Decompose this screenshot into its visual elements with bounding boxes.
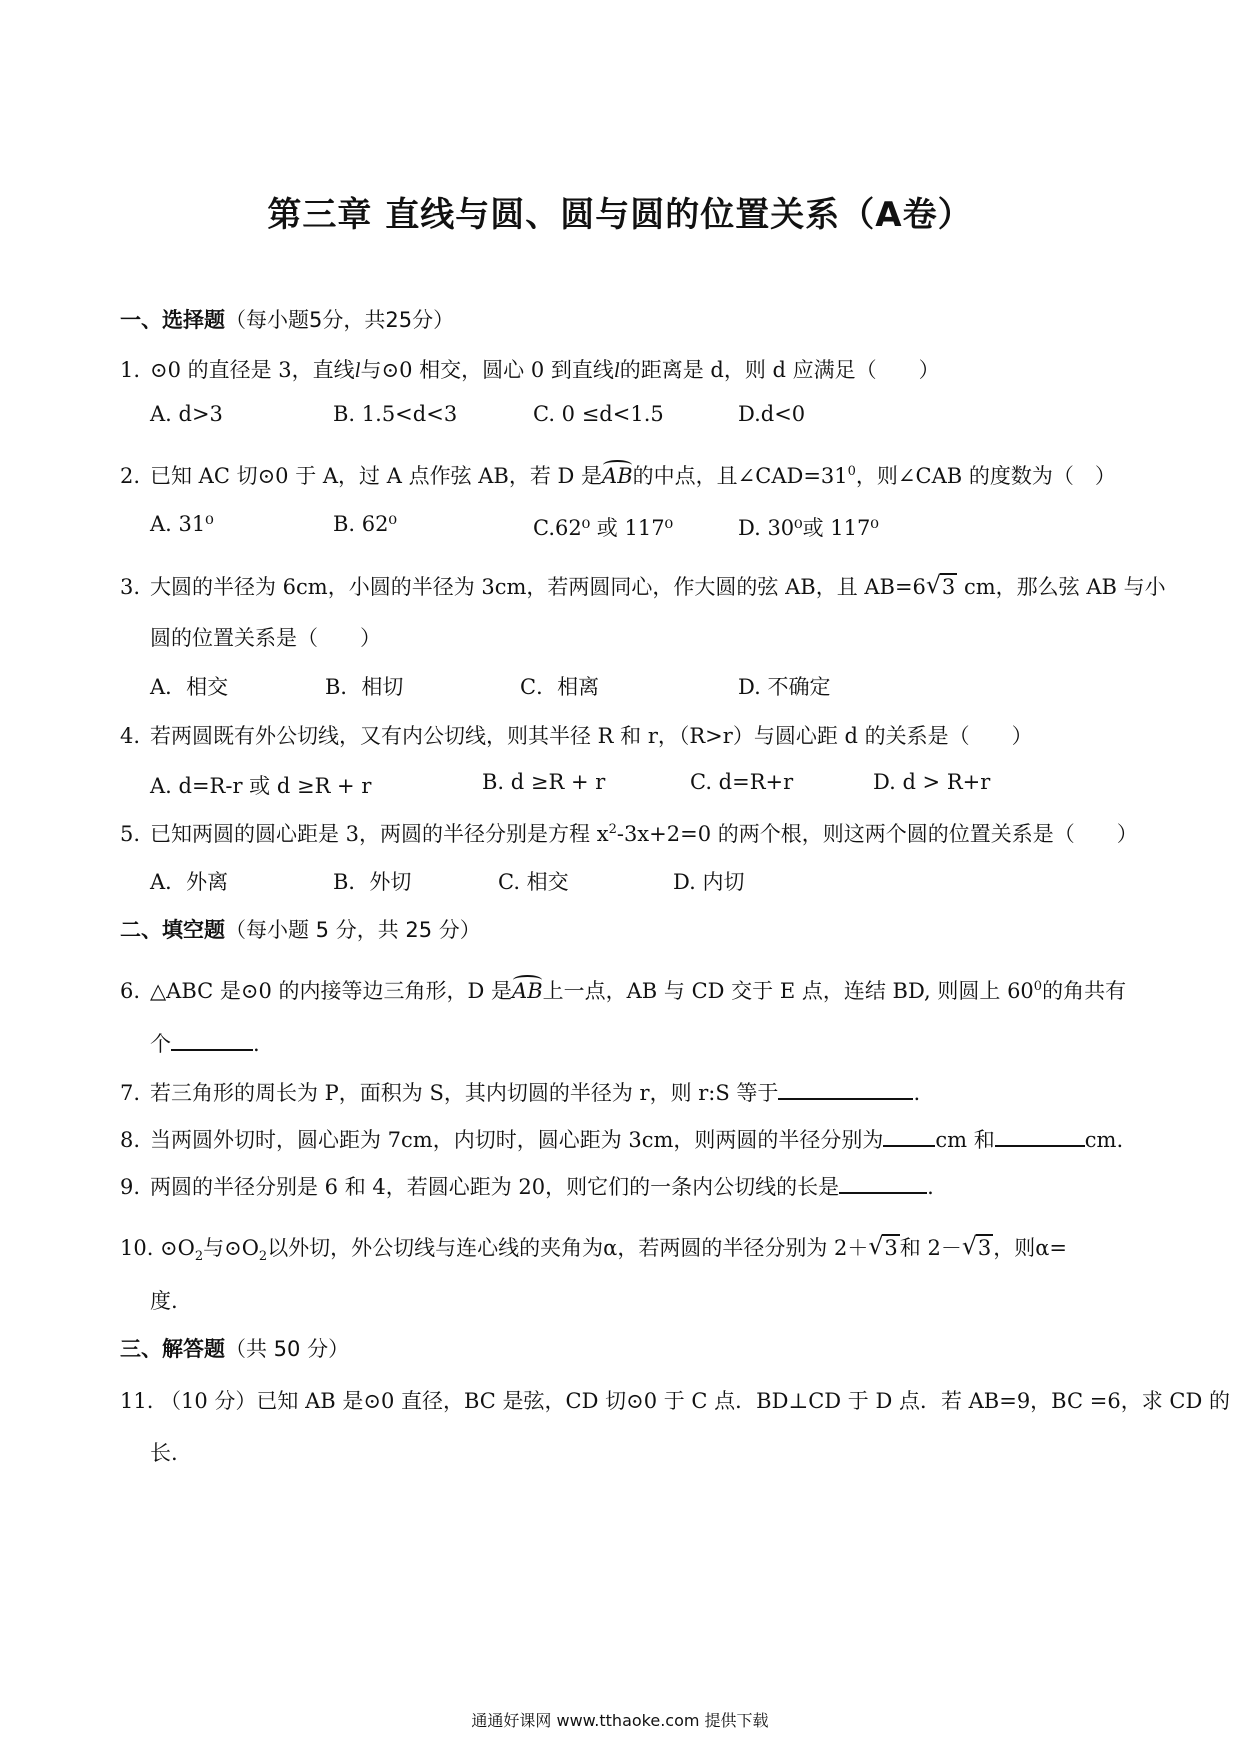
question-1 xyxy=(120,354,940,384)
exponent: 2 xyxy=(608,822,617,837)
section-note: （每小题 5 分，共 25 分） xyxy=(225,918,481,942)
question-text: 个 xyxy=(150,1032,171,1056)
question-10 xyxy=(120,1232,1067,1264)
question-6 xyxy=(120,975,1126,1005)
question-text: 和 2－ xyxy=(899,1236,962,1260)
question-11 xyxy=(120,1385,1230,1415)
question-text: 上一点，AB 与 CD 交于 E 点，连结 BD, 则圆上 60 xyxy=(542,979,1034,1003)
degree-mark: 0 xyxy=(847,464,856,479)
page-title: 第三章 直线与圆、圆与圆的位置关系（A卷） xyxy=(267,195,973,235)
option-d: D. d > R+r xyxy=(873,770,991,794)
question-2 xyxy=(120,460,1116,490)
question-text: 已知两圆的圆心距是 3，两圆的半径分别是方程 x xyxy=(150,822,609,846)
question-number: 1. xyxy=(120,358,141,382)
question-text: 若两圆既有外公切线，又有内公切线，则其半径 R 和 r，（R>r）与圆心距 d 的关系是（ ） xyxy=(150,724,1033,748)
option-c: C．相离 xyxy=(520,675,600,699)
question-continuation: 度. xyxy=(150,1289,178,1313)
arc-ab: AB xyxy=(512,979,543,1003)
question-text: 两圆的半径分别是 6 和 4，若圆心距为 20，则它们的一条内公切线的长是 xyxy=(150,1175,840,1199)
question-number: 2. xyxy=(120,464,141,488)
question-8 xyxy=(120,1124,1123,1154)
question-3 xyxy=(120,571,1166,601)
option-c: C. d=R+r xyxy=(690,770,794,794)
radicand: 3 xyxy=(977,1236,992,1260)
question-number: 3. xyxy=(120,575,141,599)
question-text: 的中点，且∠CAD=31 xyxy=(632,464,848,488)
period: . xyxy=(927,1175,934,1199)
option-b: B. 62⁰ xyxy=(333,512,397,536)
question-text: 若三角形的周长为 P，面积为 S，其内切圆的半径为 r，则 r:S 等于 xyxy=(150,1081,779,1105)
page-footer: 通通好课网 www.tthaoke.com 提供下载 xyxy=(471,1711,769,1730)
section-label: 一、选择题 xyxy=(120,308,225,332)
option-b: B．相切 xyxy=(325,675,404,699)
question-text: ⊙O xyxy=(160,1236,195,1260)
question-number: 8. xyxy=(120,1128,141,1152)
sqrt-symbol xyxy=(868,1236,899,1260)
question-text: ，则∠CAB 的度数为（ ） xyxy=(855,464,1116,488)
question-number: 9. xyxy=(120,1175,141,1199)
option-a: A. 31⁰ xyxy=(150,512,214,536)
question-text: （10 分）已知 AB 是⊙0 直径，BC 是弦，CD 切⊙0 于 C 点．BD⊥CD 于 D 点．若 AB=9，BC =6，求 CD 的 xyxy=(160,1389,1230,1413)
arc-ab: AB xyxy=(602,464,633,488)
period: . xyxy=(913,1081,921,1105)
answer-blank[interactable] xyxy=(839,1172,927,1194)
answer-blank[interactable] xyxy=(995,1125,1085,1147)
question-text: cm. xyxy=(1084,1128,1124,1152)
option-b: B．外切 xyxy=(333,870,412,894)
section-heading-answer xyxy=(120,1333,349,1363)
question-text: 已知 AC 切⊙0 于 A，过 A 点作弦 AB，若 D 是 xyxy=(150,464,603,488)
option-a: A．相交 xyxy=(150,675,229,699)
question-continuation xyxy=(150,1028,260,1058)
option-a: A．外离 xyxy=(150,870,229,894)
answer-blank[interactable] xyxy=(778,1078,913,1100)
question-number: 6. xyxy=(120,979,141,1003)
question-text: 以外切，外公切线与连心线的夹角为α，若两圆的半径分别为 2＋ xyxy=(267,1236,869,1260)
option-b: B. 1.5<d<3 xyxy=(333,402,458,426)
answer-blank[interactable] xyxy=(171,1029,253,1051)
variable-l: l xyxy=(613,358,620,382)
section-heading-choice xyxy=(120,304,454,334)
radicand: 3 xyxy=(941,575,956,599)
option-c: C.62⁰ 或 117⁰ xyxy=(533,516,673,540)
question-7 xyxy=(120,1077,920,1107)
period: . xyxy=(253,1032,260,1056)
question-text: ，则α= xyxy=(993,1236,1067,1260)
question-9 xyxy=(120,1171,934,1201)
section-note: （共 50 分） xyxy=(225,1337,350,1361)
question-5 xyxy=(120,818,1138,848)
question-text: △ABC 是⊙0 的内接等边三角形，D 是 xyxy=(150,979,513,1003)
option-c: C. 0 ≤d<1.5 xyxy=(533,402,664,426)
section-heading-fill xyxy=(120,914,481,944)
question-text: cm，那么弦 AB 与小 xyxy=(957,575,1166,599)
section-label: 三、解答题 xyxy=(120,1337,225,1361)
subscript: 2 xyxy=(258,1249,268,1265)
question-text: 的距离是 d，则 d 应满足（ ） xyxy=(619,358,940,382)
question-4 xyxy=(120,720,1033,750)
option-a: A. d=R-r 或 d ≥R + r xyxy=(150,774,372,798)
radicand: 3 xyxy=(884,1236,898,1260)
option-d: D. 30⁰或 117⁰ xyxy=(738,516,879,540)
option-c: C. 相交 xyxy=(498,870,569,894)
question-text: cm 和 xyxy=(935,1128,995,1152)
variable-l: l xyxy=(354,358,361,382)
question-continuation: 圆的位置关系是（ ） xyxy=(150,626,381,650)
option-d: D. 不确定 xyxy=(738,675,831,699)
option-b: B. d ≥R + r xyxy=(482,770,606,794)
question-number: 11. xyxy=(120,1389,154,1413)
question-text: ⊙0 的直径是 3，直线 xyxy=(150,358,355,382)
question-text: 的角共有 xyxy=(1042,979,1127,1003)
question-continuation: 长. xyxy=(150,1441,178,1465)
section-label: 二、填空题 xyxy=(120,918,225,942)
question-text: -3x+2=0 的两个根，则这两个圆的位置关系是（ ） xyxy=(616,822,1138,846)
sqrt-symbol xyxy=(962,1236,993,1260)
question-text: 与⊙O xyxy=(203,1236,259,1260)
section-note: （每小题5分，共25分） xyxy=(225,308,455,332)
question-text: 与⊙0 相交，圆心 0 到直线 xyxy=(360,358,614,382)
question-number: 5. xyxy=(120,822,141,846)
question-number: 10. xyxy=(120,1236,154,1260)
answer-blank[interactable] xyxy=(883,1125,935,1147)
question-number: 7. xyxy=(120,1081,141,1105)
option-a: A. d>3 xyxy=(150,402,223,426)
option-d: D. 内切 xyxy=(673,870,745,894)
option-d: D.d<0 xyxy=(738,402,806,426)
question-text: 当两圆外切时，圆心距为 7cm，内切时，圆心距为 3cm，则两圆的半径分别为 xyxy=(150,1128,884,1152)
question-text: 大圆的半径为 6cm，小圆的半径为 3cm，若两圆同心，作大圆的弦 AB，且 AB=6 xyxy=(150,575,926,599)
question-number: 4. xyxy=(120,724,141,748)
degree-mark: 0 xyxy=(1033,979,1043,994)
sqrt-symbol xyxy=(926,575,957,599)
subscript: 2 xyxy=(194,1249,204,1265)
